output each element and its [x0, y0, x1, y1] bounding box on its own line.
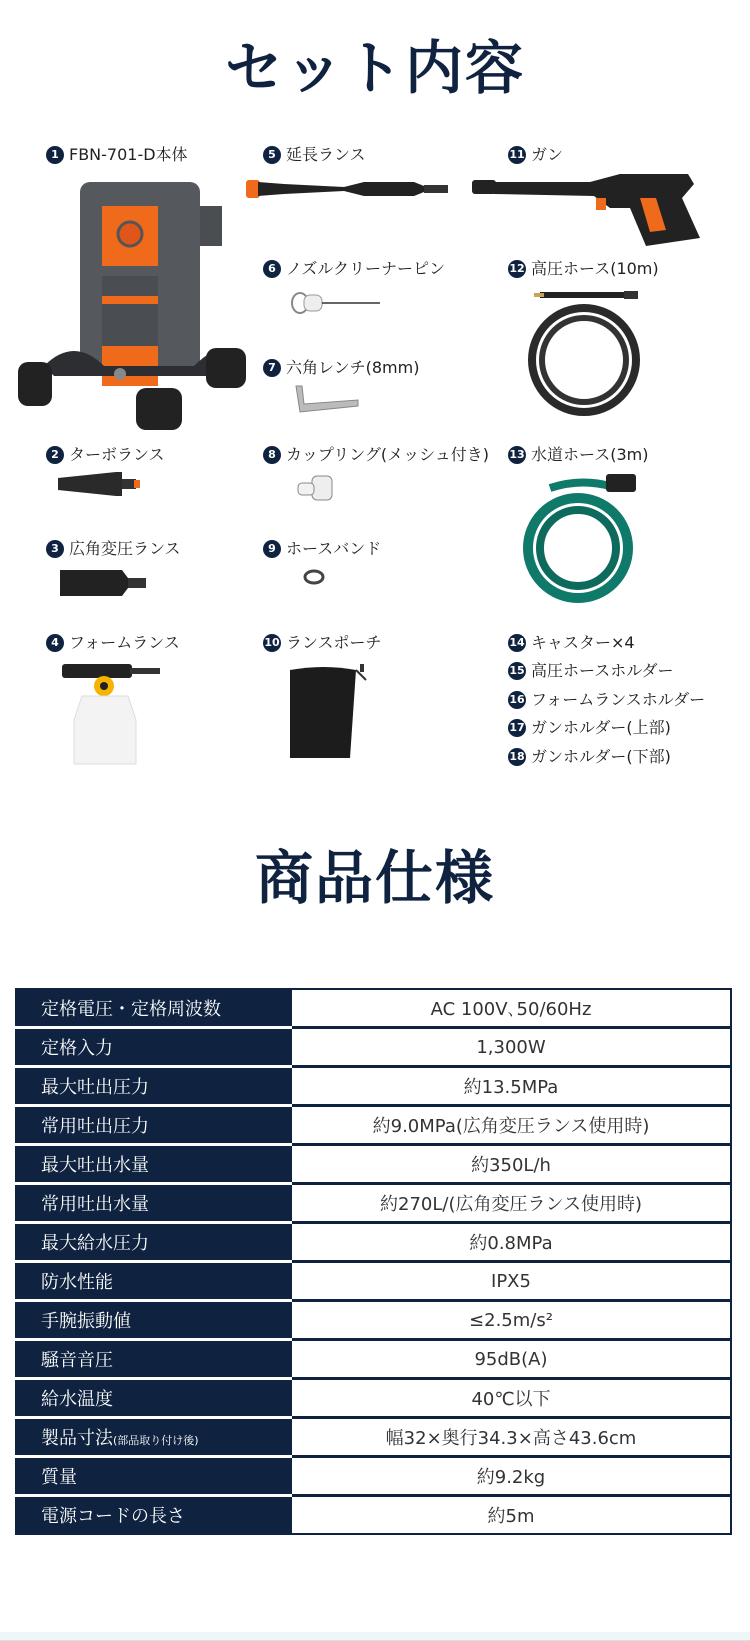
number-badge: 1 — [46, 146, 64, 164]
spec-key: 最大吐出水量 — [16, 1145, 292, 1184]
item-label: フォームランス — [69, 633, 180, 652]
spec-key: 騒音音圧 — [16, 1340, 292, 1379]
item-label: ランスポーチ — [286, 633, 382, 652]
item-foam-lance — [46, 633, 180, 653]
spec-key: 防水性能 — [16, 1262, 292, 1301]
table-row — [16, 1184, 731, 1223]
spec-value: 95dB(A) — [292, 1340, 732, 1379]
lance-pouch-image — [284, 660, 378, 764]
spec-key: 給水温度 — [16, 1379, 292, 1418]
item-label: ノズルクリーナーピン — [286, 259, 446, 278]
table-row — [16, 1340, 731, 1379]
item-label: 六角レンチ(8mm) — [286, 358, 420, 377]
item-coupling — [263, 445, 489, 465]
number-badge: 9 — [263, 540, 281, 558]
item-lance-pouch — [263, 633, 382, 653]
hex-wrench-image — [292, 384, 362, 414]
item-wide-angle-lance — [46, 539, 181, 559]
number-badge: 5 — [263, 146, 281, 164]
spec-value: AC 100V､50/60Hz — [292, 989, 732, 1028]
table-row — [16, 1145, 731, 1184]
item-label: ガンホルダー(上部) — [531, 718, 671, 737]
spec-value: 約0.8MPa — [292, 1223, 732, 1262]
spec-key: 製品寸法 — [41, 1428, 113, 1449]
number-badge: 13 — [508, 446, 526, 464]
item-label: フォームランスホルダー — [531, 690, 706, 709]
number-badge: 14 — [508, 634, 526, 652]
spray-gun-image — [470, 168, 706, 252]
nozzle-cleaner-pin-image — [290, 290, 386, 316]
table-row — [16, 1301, 731, 1340]
number-badge: 4 — [46, 634, 64, 652]
item-label: 高圧ホースホルダー — [531, 661, 674, 680]
number-badge: 8 — [263, 446, 281, 464]
item-gun — [508, 145, 563, 165]
turbo-lance-image — [56, 470, 146, 498]
item-high-pressure-hose — [508, 259, 659, 279]
spec-key: 質量 — [16, 1457, 292, 1496]
item-hose-band — [263, 539, 381, 559]
item-label: キャスター×4 — [531, 633, 635, 652]
item-gun-holder-lower — [508, 747, 671, 767]
number-badge: 16 — [508, 691, 526, 709]
item-nozzle-cleaner-pin — [263, 259, 445, 279]
number-badge: 2 — [46, 446, 64, 464]
spec-key: 常用吐出圧力 — [16, 1106, 292, 1145]
high-pressure-hose-image — [520, 288, 650, 416]
table-row — [16, 1418, 731, 1457]
item-label: カップリング(メッシュ付き) — [286, 445, 490, 464]
spec-key: 手腕振動値 — [16, 1301, 292, 1340]
spec-table — [15, 988, 732, 1535]
spec-key: 定格入力 — [16, 1028, 292, 1067]
item-gun-holder-upper — [508, 718, 671, 738]
item-label: ターボランス — [69, 445, 165, 464]
table-row — [16, 1457, 731, 1496]
water-hose-image — [520, 468, 650, 606]
table-row — [16, 1028, 731, 1067]
item-label: ガンホルダー(下部) — [531, 747, 671, 766]
spec-value: 1,300W — [292, 1028, 732, 1067]
spec-key: 電源コードの長さ — [16, 1496, 292, 1535]
item-label: 延長ランス — [286, 145, 366, 164]
item-casters — [508, 633, 635, 653]
item-foam-lance-holder — [508, 690, 705, 710]
table-row — [16, 1496, 731, 1535]
table-row — [16, 1223, 731, 1262]
spec-key: 常用吐出水量 — [16, 1184, 292, 1223]
spec-title: 商品仕様 — [254, 844, 495, 912]
item-label: 高圧ホース(10m) — [531, 259, 659, 278]
item-label: 広角変圧ランス — [69, 539, 181, 558]
item-hex-wrench — [263, 358, 419, 378]
foam-lance-image — [60, 660, 170, 770]
number-badge: 7 — [263, 359, 281, 377]
wide-angle-lance-image — [60, 568, 150, 598]
hose-band-image — [302, 566, 326, 588]
number-badge: 17 — [508, 719, 526, 737]
spec-value: 幅32×奥行34.3×高さ43.6cm — [292, 1418, 732, 1457]
item-high-pressure-hose-holder — [508, 661, 674, 681]
item-label: FBN-701-D本体 — [69, 145, 188, 164]
spec-value: ≤2.5m/s² — [292, 1301, 732, 1340]
spec-key: 定格電圧・定格周波数 — [16, 989, 292, 1028]
table-row — [16, 1106, 731, 1145]
spec-key: 最大給水圧力 — [16, 1223, 292, 1262]
coupling-image — [296, 474, 336, 504]
spec-value: 約13.5MPa — [292, 1067, 732, 1106]
number-badge: 3 — [46, 540, 64, 558]
set-contents-title: セット内容 — [224, 34, 525, 102]
spec-value: 約9.0MPa(広角変圧ランス使用時) — [292, 1106, 732, 1145]
spec-value: 約9.2kg — [292, 1457, 732, 1496]
item-label: ホースバンド — [286, 539, 382, 558]
item-water-hose — [508, 445, 648, 465]
pressure-washer-image — [14, 176, 250, 432]
number-badge: 6 — [263, 260, 281, 278]
number-badge: 18 — [508, 748, 526, 766]
spec-value: 40℃以下 — [292, 1379, 732, 1418]
item-main-unit — [46, 145, 188, 165]
item-turbo-lance — [46, 445, 165, 465]
item-label: 水道ホース(3m) — [531, 445, 649, 464]
table-row — [16, 1262, 731, 1301]
item-extension-lance — [263, 145, 366, 165]
extension-lance-image — [244, 176, 454, 202]
item-label: ガン — [531, 145, 564, 164]
table-row — [16, 989, 731, 1028]
number-badge: 11 — [508, 146, 526, 164]
spec-value: 約5m — [292, 1496, 732, 1535]
spec-key: 最大吐出圧力 — [16, 1067, 292, 1106]
number-badge: 10 — [263, 634, 281, 652]
table-row — [16, 1067, 731, 1106]
number-badge: 12 — [508, 260, 526, 278]
number-badge: 15 — [508, 662, 526, 680]
spec-key-cell — [16, 1418, 292, 1457]
spec-key-note: (部品取り付け後) — [113, 1434, 199, 1447]
spec-value: 約350L/h — [292, 1145, 732, 1184]
table-row — [16, 1379, 731, 1418]
spec-value: IPX5 — [292, 1262, 732, 1301]
spec-value: 約270L/(広角変圧ランス使用時) — [292, 1184, 732, 1223]
